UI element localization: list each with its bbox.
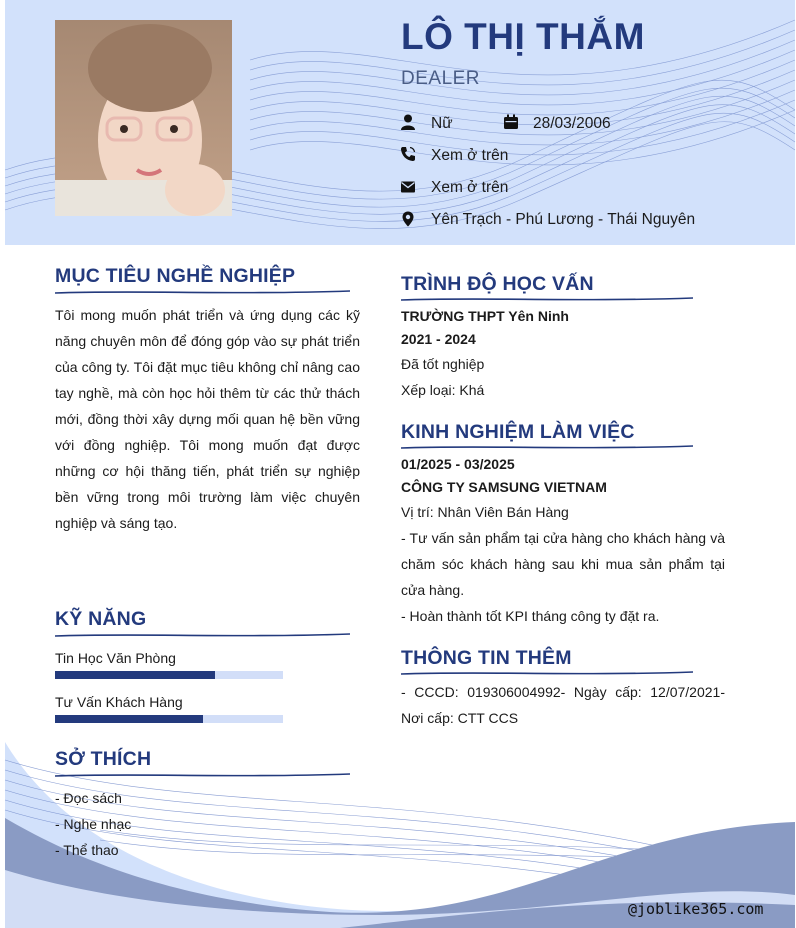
user-icon	[400, 114, 416, 130]
footer-handle: @joblike365.com	[628, 900, 764, 918]
school-name: TRƯỜNG THPT Yên Ninh	[401, 308, 569, 324]
job-title: DEALER	[401, 68, 481, 89]
objective-text: Tôi mong muốn phát triển và ứng dụng các kỹ năng chuyên môn để đóng góp vào sự phát triển của công ty. Tôi đặt mục tiêu không chỉ nâng cao tay nghề, mà còn học hỏi thêm từ các thử thách mới, đồng thời xây dựng mối quan hệ bền vững với đồng nghiệp. Tôi mong muốn đạt được những cơ hội thăng tiến, phát triển sự nghiệp bền vững trong môi trường làm việc chuyên nghiệp và sáng tạo.	[55, 307, 360, 531]
extra-info-title: THÔNG TIN THÊM	[401, 647, 572, 669]
education-title: TRÌNH ĐỘ HỌC VẤN	[401, 273, 594, 295]
skill-name: Tư Vấn Khách Hàng	[55, 694, 183, 710]
skills-title: KỸ NĂNG	[55, 608, 147, 630]
education-years: 2021 - 2024	[401, 331, 476, 347]
objective-title: MỤC TIÊU NGHỀ NGHIỆP	[55, 265, 296, 287]
experience-description: - Hoàn thành tốt KPI tháng công ty đặt ra.	[401, 608, 660, 624]
calendar-icon	[503, 114, 519, 130]
skill-bar-track	[55, 715, 283, 723]
extra-info-text: - CCCD: 019306004992- Ngày cấp: 12/07/2021- Nơi cấp: CTT CCS	[401, 684, 725, 726]
experience-title: KINH NGHIỆM LÀM VIỆC	[401, 421, 635, 443]
section-underline	[401, 670, 693, 676]
experience-period: 01/2025 - 03/2025	[401, 456, 515, 472]
map-pin-icon	[400, 211, 416, 227]
envelope-icon	[400, 179, 416, 195]
company-name: CÔNG TY SAMSUNG VIETNAM	[401, 479, 607, 495]
profile-photo	[55, 20, 232, 216]
hobbies-title: SỞ THÍCH	[55, 748, 152, 770]
email-value: Xem ở trên	[431, 179, 509, 196]
hobby-item: - Nghe nhạc	[55, 816, 132, 832]
phone-value: Xem ở trên	[431, 147, 509, 164]
job-position: Vị trí: Nhân Viên Bán Hàng	[401, 504, 569, 520]
birthdate-value: 28/03/2006	[533, 115, 611, 132]
section-underline	[401, 444, 693, 450]
section-underline	[55, 772, 350, 778]
address-value: Yên Trạch - Phú Lương - Thái Nguyên	[431, 211, 696, 228]
skill-name: Tin Học Văn Phòng	[55, 650, 176, 666]
education-status: Đã tốt nghiệp	[401, 356, 485, 372]
skill-bar-track	[55, 671, 283, 679]
candidate-name: LÔ THỊ THẮM	[401, 16, 645, 57]
section-underline	[55, 632, 350, 638]
gender-value: Nữ	[431, 115, 453, 132]
section-underline	[55, 289, 350, 295]
phone-icon	[400, 146, 416, 162]
hobby-item: - Đọc sách	[55, 790, 122, 806]
experience-description: - Tư vấn sản phẩm tại cửa hàng cho khách hàng và chăm sóc khách hàng sau khi mua sản phẩm tại cửa hàng.	[401, 530, 725, 598]
hobby-item: - Thể thao	[55, 842, 119, 858]
skill-bar-fill	[55, 671, 215, 679]
skill-bar-fill	[55, 715, 203, 723]
section-underline	[401, 296, 693, 302]
education-grade: Xếp loại: Khá	[401, 382, 485, 398]
